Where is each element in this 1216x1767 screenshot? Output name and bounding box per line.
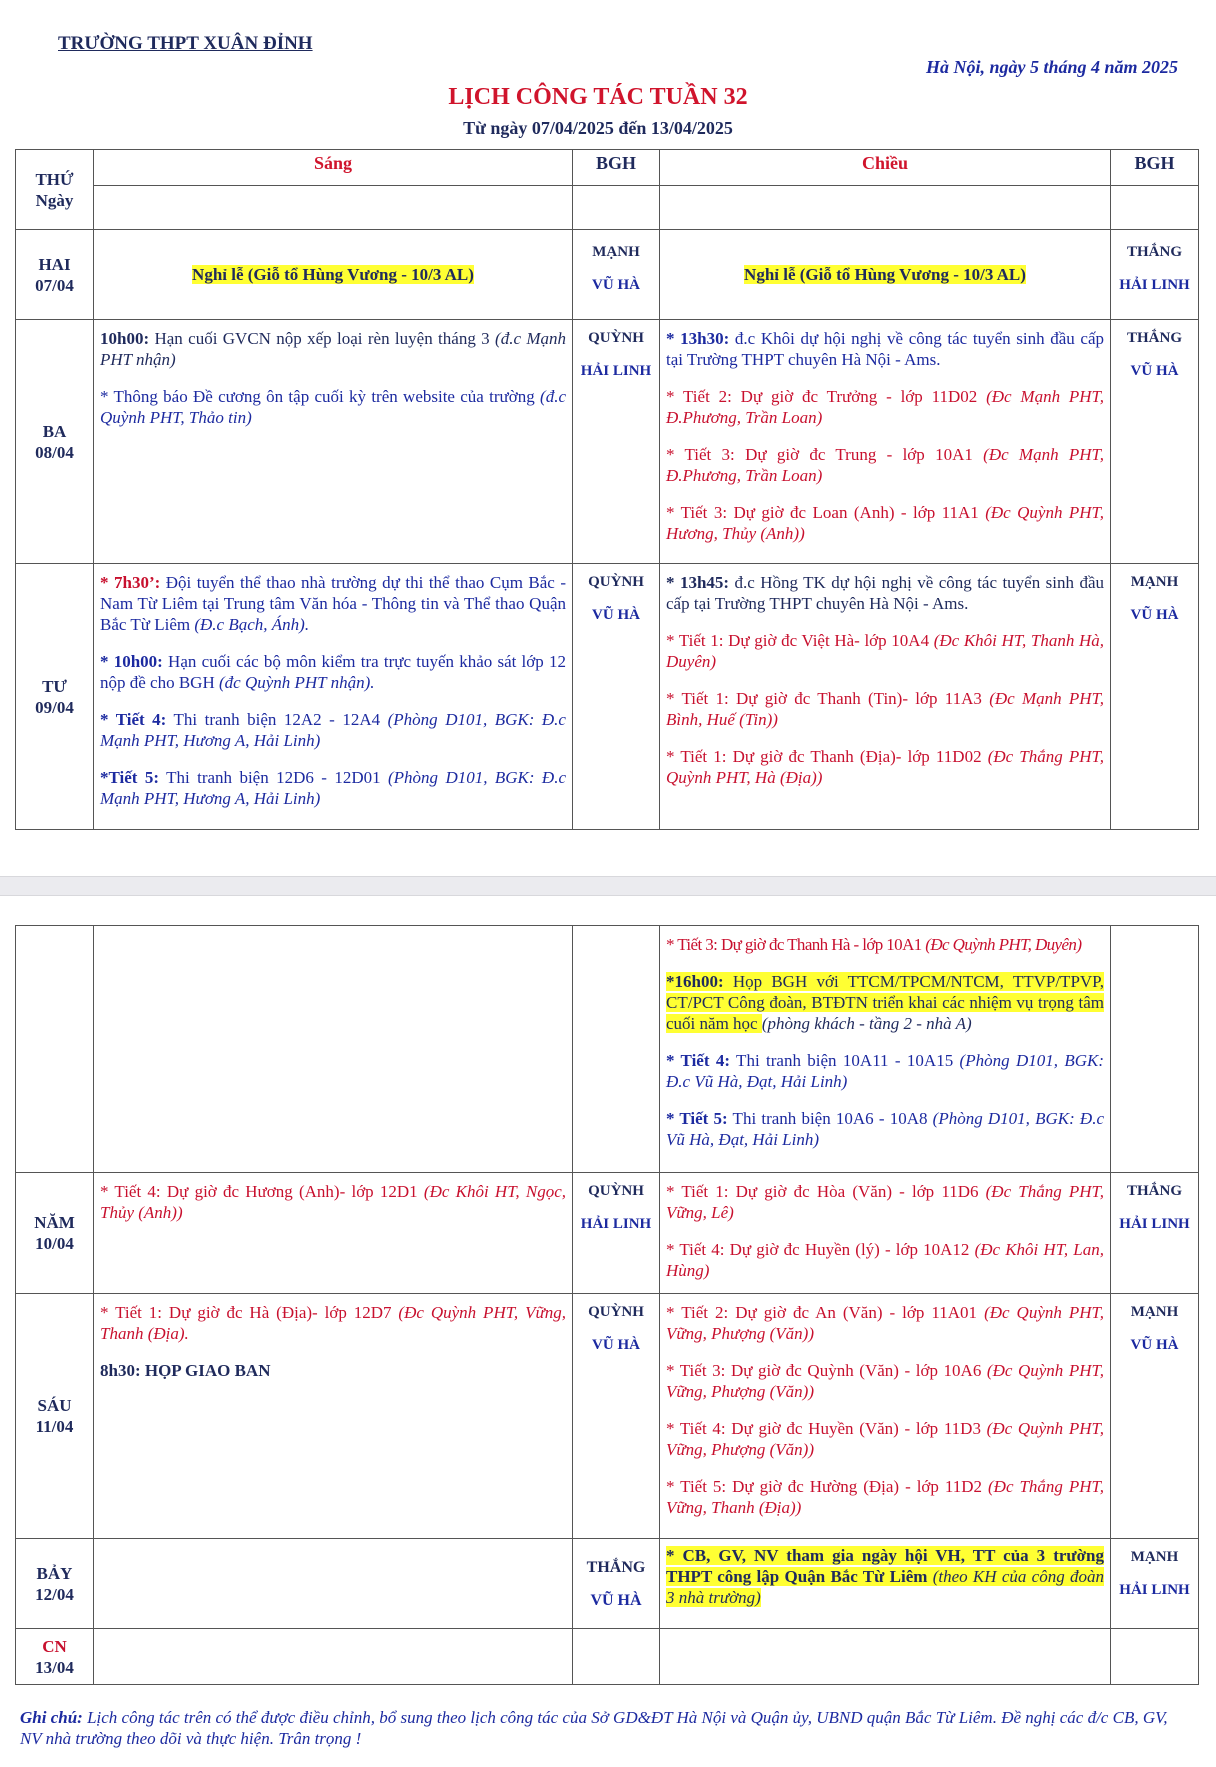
event-item: * CB, GV, NV tham gia ngày hội VH, TT của 3 trường THPT công lập Quận Bắc Từ Liêm (theo KH của công đoàn 3 nhà trường) (666, 1546, 1104, 1607)
day-cell-empty (16, 926, 94, 1173)
row-wednesday (16, 564, 1199, 830)
day-name: SÁU (37, 1396, 72, 1415)
sunday-bgh-afternoon (1111, 1629, 1199, 1685)
event-item: * Tiết 4: Thi tranh biện 10A11 - 10A15 (Phòng D101, BGK: Đ.c Vũ Hà, Đạt, Hải Linh) (666, 1051, 1104, 1091)
event-item: * Tiết 4: Dự giờ đc Huyền (lý) - lớp 10A12 (Đc Khôi HT, Lan, Hùng) (666, 1240, 1104, 1280)
day-date: 07/04 (35, 275, 74, 295)
event-item: * 7h30’: Đội tuyển thể thao nhà trường dự thi thể thao Cụm Bắc - Nam Từ Liêm tại Trung tâm Văn hóa - Thông tin và Thể thao Quận Bắc Từ Liêm (Đ.c Bạch, Ánh). (100, 573, 566, 634)
monday-afternoon (660, 230, 1111, 320)
friday-bgh-afternoon (1111, 1294, 1199, 1539)
tuesday-bgh-afternoon (1111, 320, 1199, 564)
header-day-cell (16, 150, 94, 230)
event-item: * Tiết 4: Thi tranh biện 12A2 - 12A4 (Phòng D101, BGK: Đ.c Mạnh PHT, Hương A, Hải Linh) (100, 710, 566, 750)
event-item: * Tiết 3: Dự giờ đc Trung - lớp 10A1 (Đc Mạnh PHT, Đ.Phương, Trần Loan) (666, 445, 1104, 485)
wednesday-afternoon-continued (660, 926, 1111, 1173)
header-bgh-afternoon: BGH (1111, 150, 1199, 186)
header-morning: Sáng (94, 150, 573, 186)
bgh-name: HẢI LINH (1119, 1582, 1190, 1598)
note-label: Ghi chú: (20, 1708, 83, 1727)
day-name: NĂM (34, 1213, 75, 1232)
header-day-label: THỨ (35, 169, 74, 189)
saturday-bgh-morning (573, 1539, 660, 1629)
thursday-afternoon (660, 1173, 1111, 1294)
event-item: * Tiết 1: Dự giờ đc Hà (Địa)- lớp 12D7 (Đc Quỳnh PHT, Vững, Thanh (Địa). (100, 1303, 566, 1343)
event-item: * Tiết 3: Dự giờ đc Loan (Anh) - lớp 11A1 (Đc Quỳnh PHT, Hương, Thủy (Anh)) (666, 503, 1104, 543)
day-cell-monday (16, 230, 94, 320)
header-blank (660, 186, 1111, 230)
friday-morning (94, 1294, 573, 1539)
wednesday-morning (94, 564, 573, 830)
day-name: BA (42, 421, 67, 441)
bgh-name: MẠNH (592, 244, 640, 260)
day-cell-tuesday (16, 320, 94, 564)
event-item: *16h00: Họp BGH với TTCM/TPCM/NTCM, TTVP/TPVP, CT/PCT Công đoàn, BTĐTN triển khai các nhiệm vụ trọng tâm cuối năm học (phòng khách - tầng 2 - nhà A) (666, 972, 1104, 1033)
bgh-name: VŨ HÀ (1130, 1337, 1179, 1353)
bgh-name: VŨ HÀ (590, 1591, 642, 1609)
holiday-label: Nghỉ lễ (Giỗ tổ Hùng Vương - 10/3 AL) (192, 265, 474, 284)
bgh-name: HẢI LINH (1119, 1216, 1190, 1232)
bgh-name: VŨ HÀ (592, 607, 640, 623)
day-name: HAI (38, 254, 71, 274)
event-item: * Tiết 2: Dự giờ đc An (Văn) - lớp 11A01 (Đc Quỳnh PHT, Vững, Phượng (Văn)) (666, 1303, 1104, 1343)
holiday-label: Nghỉ lễ (Giỗ tổ Hùng Vương - 10/3 AL) (744, 265, 1026, 284)
tuesday-bgh-morning (573, 320, 660, 564)
date-line: Hà Nội, ngày 5 tháng 4 năm 2025 (925, 57, 1178, 77)
schedule-table-top (15, 149, 1199, 830)
monday-morning (94, 230, 573, 320)
saturday-afternoon (660, 1539, 1111, 1629)
note-text: Lịch công tác trên có thể được điều chỉnh, bổ sung theo lịch công tác của Sở GD&ĐT Hà Nội và Quận ủy, UBND quận Bắc Từ Liêm. Đề nghị các đ/c CB, GV, NV nhà trường theo dõi và thực hiện. Trân trọng ! (20, 1708, 1168, 1748)
bgh-name: VŨ HÀ (592, 1337, 640, 1353)
event-item: * Tiết 5: Thi tranh biện 10A6 - 10A8 (Phòng D101, BGK: Đ.c Vũ Hà, Đạt, Hải Linh) (666, 1109, 1104, 1149)
monday-bgh-morning (573, 230, 660, 320)
wednesday-bgh-continued (573, 926, 660, 1173)
row-wednesday-continued (16, 926, 1199, 1173)
header-blank (573, 186, 660, 230)
sunday-bgh-morning (573, 1629, 660, 1685)
event-item: * Tiết 1: Dự giờ đc Thanh (Địa)- lớp 11D02 (Đc Thắng PHT, Quỳnh PHT, Hà (Địa)) (666, 747, 1104, 787)
event-item: * Tiết 4: Dự giờ đc Hương (Anh)- lớp 12D1 (Đc Khôi HT, Ngọc, Thủy (Anh)) (100, 1182, 566, 1222)
header-date-label: Ngày (35, 190, 74, 210)
event-item: * Tiết 1: Dự giờ đc Việt Hà- lớp 10A4 (Đc Khôi HT, Thanh Hà, Duyên) (666, 631, 1105, 671)
friday-bgh-morning (573, 1294, 660, 1539)
day-cell-wednesday (16, 564, 94, 830)
thursday-morning (94, 1173, 573, 1294)
thursday-bgh-morning (573, 1173, 660, 1294)
bgh-name: MẠNH (1130, 1304, 1179, 1320)
header-blank (1111, 186, 1199, 230)
day-cell-thursday (16, 1173, 94, 1294)
event-item: * Tiết 1: Dự giờ đc Thanh (Tin)- lớp 11A3 (Đc Mạnh PHT, Bình, Huế (Tin)) (666, 689, 1105, 729)
bgh-name: VŨ HÀ (1130, 363, 1179, 379)
bgh-name: QUỲNH (588, 330, 644, 346)
bgh-name: QUỲNH (588, 1183, 644, 1199)
bgh-name: VŨ HÀ (592, 277, 640, 293)
bgh-name: MẠNH (1130, 574, 1179, 590)
friday-afternoon (660, 1294, 1111, 1539)
row-thursday (16, 1173, 1199, 1294)
day-date: 12/04 (35, 1584, 74, 1604)
bgh-name: MẠNH (1130, 1549, 1179, 1565)
saturday-morning (94, 1539, 573, 1629)
day-cell-friday (16, 1294, 94, 1539)
event-item: * 13h45: đ.c Hồng TK dự hội nghị về công tác tuyển sinh đầu cấp tại Trường THPT chuyên Hà Nội - Ams. (666, 573, 1104, 613)
day-date: 10/04 (35, 1234, 74, 1253)
schedule-table-bottom (15, 925, 1199, 1685)
thursday-bgh-afternoon (1111, 1173, 1199, 1294)
wednesday-bgh-morning (573, 564, 660, 830)
event-item: * 10h00: Hạn cuối các bộ môn kiểm tra trực tuyến khảo sát lớp 12 nộp đề cho BGH (đc Quỳnh PHT nhận). (100, 652, 566, 692)
school-name: TRƯỜNG THPT XUÂN ĐỈNH (58, 33, 313, 54)
row-tuesday (16, 320, 1199, 564)
page-title: LỊCH CÔNG TÁC TUẦN 32 (448, 84, 748, 110)
event-item: * 13h30: đ.c Khôi dự hội nghị về công tác tuyển sinh đầu cấp tại Trường THPT chuyên Hà Nội - Ams. (666, 329, 1104, 369)
page-subtitle: Từ ngày 07/04/2025 đến 13/04/2025 (463, 118, 733, 138)
header-afternoon: Chiều (660, 150, 1111, 186)
wednesday-bgh-afternoon (1111, 564, 1199, 830)
bgh-name: THẮNG (586, 1558, 646, 1576)
event-item: 8h30: HỌP GIAO BAN (100, 1361, 271, 1380)
bgh-name: THẮNG (1126, 330, 1182, 346)
event-item: 10h00: Hạn cuối GVCN nộp xếp loại rèn luyện tháng 3 (đ.c Mạnh PHT nhận) (100, 329, 566, 369)
event-item: * Tiết 3: Dự giờ đc Thanh Hà - lớp 10A1 (Đc Quỳnh PHT, Duyên) (666, 935, 1082, 954)
event-item: *Tiết 5: Thi tranh biện 12D6 - 12D01 (Phòng D101, BGK: Đ.c Mạnh PHT, Hương A, Hải Linh) (100, 768, 567, 808)
event-item: * Tiết 3: Dự giờ đc Quỳnh (Văn) - lớp 10A6 (Đc Quỳnh PHT, Vững, Phượng (Văn)) (666, 1361, 1104, 1401)
bgh-name: HẢI LINH (580, 363, 652, 379)
bgh-name: THẮNG (1126, 244, 1182, 260)
day-date: 11/04 (35, 1417, 74, 1436)
bgh-name: HẢI LINH (1119, 277, 1190, 293)
wednesday-bgh-continued (1111, 926, 1199, 1173)
day-cell-saturday (16, 1539, 94, 1629)
footer-note (20, 1707, 1180, 1749)
bgh-name: VŨ HÀ (1130, 607, 1179, 623)
day-date: 13/04 (35, 1657, 74, 1677)
saturday-bgh-afternoon (1111, 1539, 1199, 1629)
day-date: 08/04 (35, 442, 74, 462)
event-item: * Tiết 1: Dự giờ đc Hòa (Văn) - lớp 11D6 (Đc Thắng PHT, Vững, Lê) (666, 1182, 1104, 1222)
bgh-name: QUỲNH (588, 574, 644, 590)
row-saturday (16, 1539, 1199, 1629)
row-monday (16, 230, 1199, 320)
sunday-morning (94, 1629, 573, 1685)
row-sunday (16, 1629, 1199, 1685)
day-name: CN (42, 1636, 67, 1656)
monday-bgh-afternoon (1111, 230, 1199, 320)
day-name: BẢY (36, 1563, 73, 1583)
day-cell-sunday (16, 1629, 94, 1685)
day-date: 09/04 (35, 697, 74, 717)
bgh-name: THẮNG (1126, 1183, 1182, 1199)
event-item: * Tiết 5: Dự giờ đc Hường (Địa) - lớp 11D2 (Đc Thắng PHT, Vững, Thanh (Địa)) (666, 1477, 1105, 1517)
header-blank (94, 186, 573, 230)
page-break (0, 876, 1216, 896)
day-name: TƯ (42, 676, 67, 696)
event-item: * Tiết 4: Dự giờ đc Huyền (Văn) - lớp 11D3 (Đc Quỳnh PHT, Vững, Phượng (Văn)) (666, 1419, 1104, 1459)
sunday-afternoon (660, 1629, 1111, 1685)
bgh-name: HẢI LINH (580, 1216, 652, 1232)
event-item: * Tiết 2: Dự giờ đc Trưởng - lớp 11D02 (Đc Mạnh PHT, Đ.Phương, Trần Loan) (666, 387, 1104, 427)
event-item: * Thông báo Đề cương ôn tập cuối kỳ trên website của trường (đ.c Quỳnh PHT, Thảo tin) (100, 387, 566, 427)
wednesday-afternoon (660, 564, 1111, 830)
wednesday-morning-continued (94, 926, 573, 1173)
bgh-name: QUỲNH (588, 1304, 644, 1320)
tuesday-morning (94, 320, 573, 564)
tuesday-afternoon (660, 320, 1111, 564)
row-friday (16, 1294, 1199, 1539)
header-bgh-morning: BGH (573, 150, 660, 186)
